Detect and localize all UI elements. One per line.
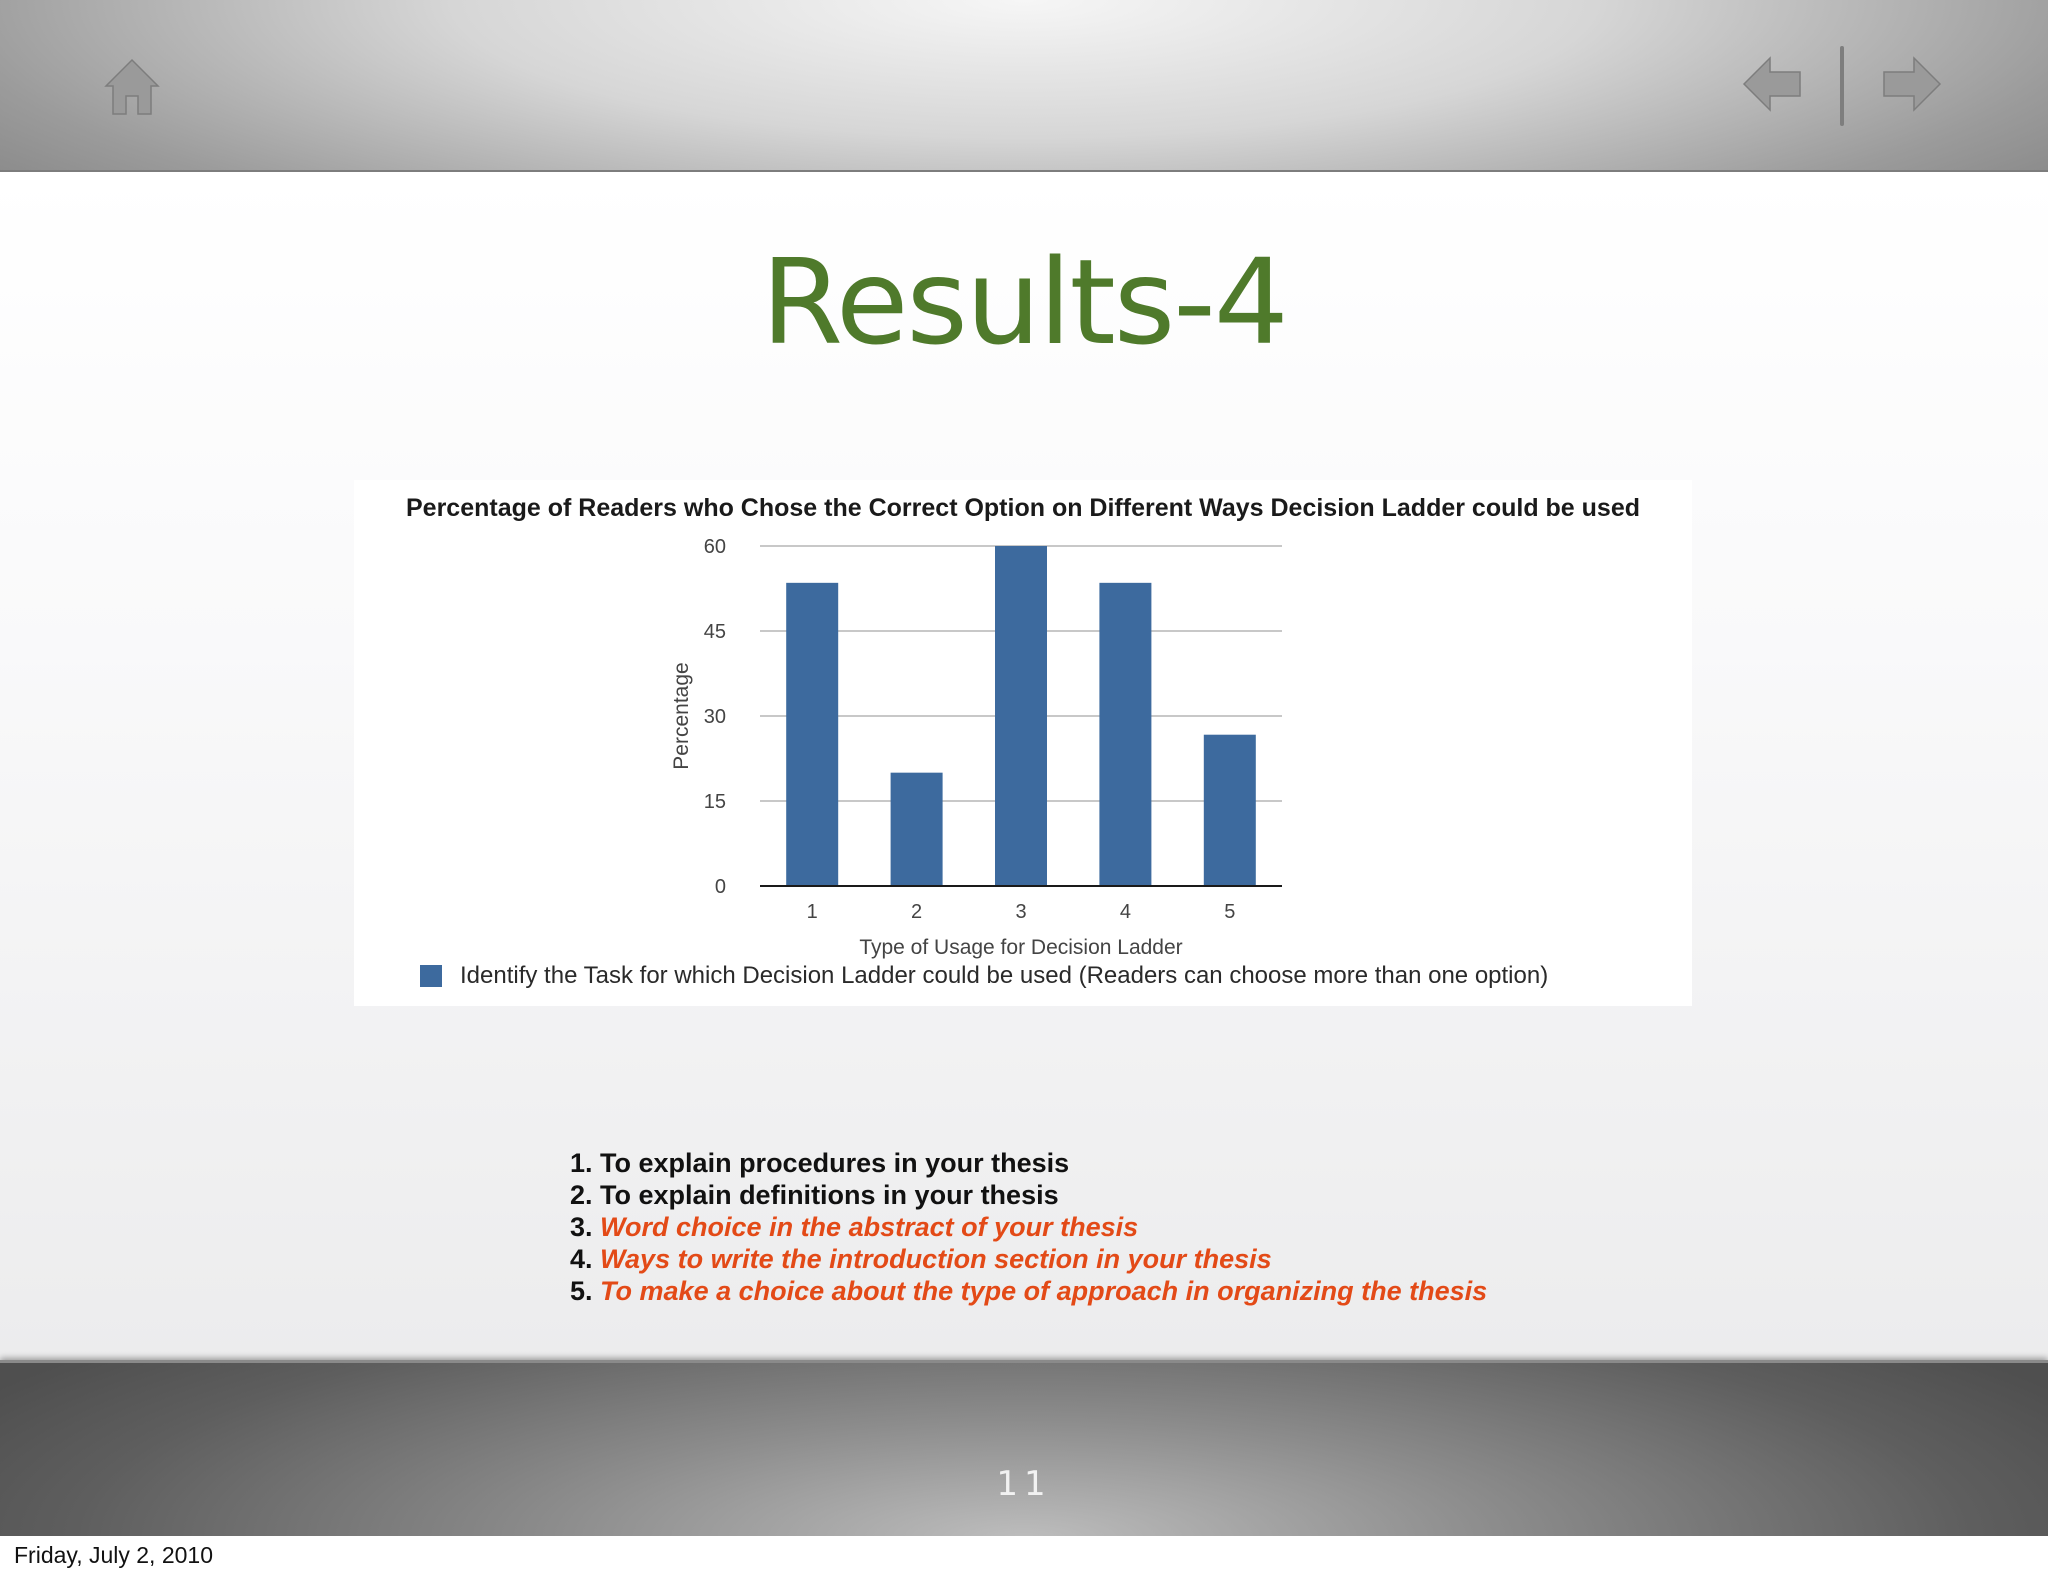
arrow-left-icon[interactable] xyxy=(1742,56,1802,112)
slide-title: Results-4 xyxy=(761,233,1287,371)
x-tick-label: 1 xyxy=(806,901,818,923)
options-list xyxy=(570,1147,1670,1307)
option-text: Ways to write the introduction section in your thesis xyxy=(600,1244,1272,1274)
bar xyxy=(786,583,838,886)
home-icon[interactable] xyxy=(104,58,160,116)
option-number: 1. xyxy=(570,1148,593,1178)
x-tick-label: 5 xyxy=(1224,901,1236,923)
option-number: 4. xyxy=(570,1244,593,1274)
bar xyxy=(891,773,943,886)
option-item xyxy=(570,1179,1670,1211)
y-tick-label: 60 xyxy=(703,536,726,558)
y-axis-title: Percentage xyxy=(670,662,693,770)
option-item xyxy=(570,1243,1670,1275)
option-item xyxy=(570,1147,1670,1179)
bottom-toolbar xyxy=(0,1360,2048,1536)
legend-label: Identify the Task for which Decision Ladder could be used (Readers can choose more than one option) xyxy=(460,962,1549,989)
bar xyxy=(1099,583,1151,886)
option-number: 3. xyxy=(570,1212,593,1242)
bar-chart xyxy=(354,480,1692,1006)
option-item xyxy=(570,1275,1670,1307)
x-tick-label: 2 xyxy=(911,901,923,923)
nav-divider xyxy=(1840,46,1844,126)
top-toolbar xyxy=(0,0,2048,173)
chart-panel xyxy=(354,480,1692,1006)
y-tick-label: 45 xyxy=(703,621,726,643)
option-text: Word choice in the abstract of your thesis xyxy=(600,1212,1139,1242)
y-tick-label: 15 xyxy=(703,791,726,813)
x-axis-title: Type of Usage for Decision Ladder xyxy=(859,936,1183,959)
footer-date: Friday, July 2, 2010 xyxy=(14,1542,214,1568)
option-item xyxy=(570,1211,1670,1243)
option-text: To explain definitions in your thesis xyxy=(600,1180,1059,1210)
arrow-right-icon[interactable] xyxy=(1882,56,1942,112)
legend-swatch xyxy=(420,965,442,987)
option-text: To make a choice about the type of approach in organizing the thesis xyxy=(600,1276,1488,1306)
option-text: To explain procedures in your thesis xyxy=(600,1148,1070,1178)
chart-title: Percentage of Readers who Chose the Correct Option on Different Ways Decision Ladder could be used xyxy=(405,494,1641,522)
page-number: 11 xyxy=(996,1464,1052,1504)
x-tick-label: 3 xyxy=(1015,901,1027,923)
y-tick-label: 0 xyxy=(714,876,726,898)
option-number: 2. xyxy=(570,1180,593,1210)
x-tick-label: 4 xyxy=(1119,901,1131,923)
option-number: 5. xyxy=(570,1276,593,1306)
bar xyxy=(1204,735,1256,886)
bar xyxy=(995,546,1047,886)
y-tick-label: 30 xyxy=(703,706,726,728)
